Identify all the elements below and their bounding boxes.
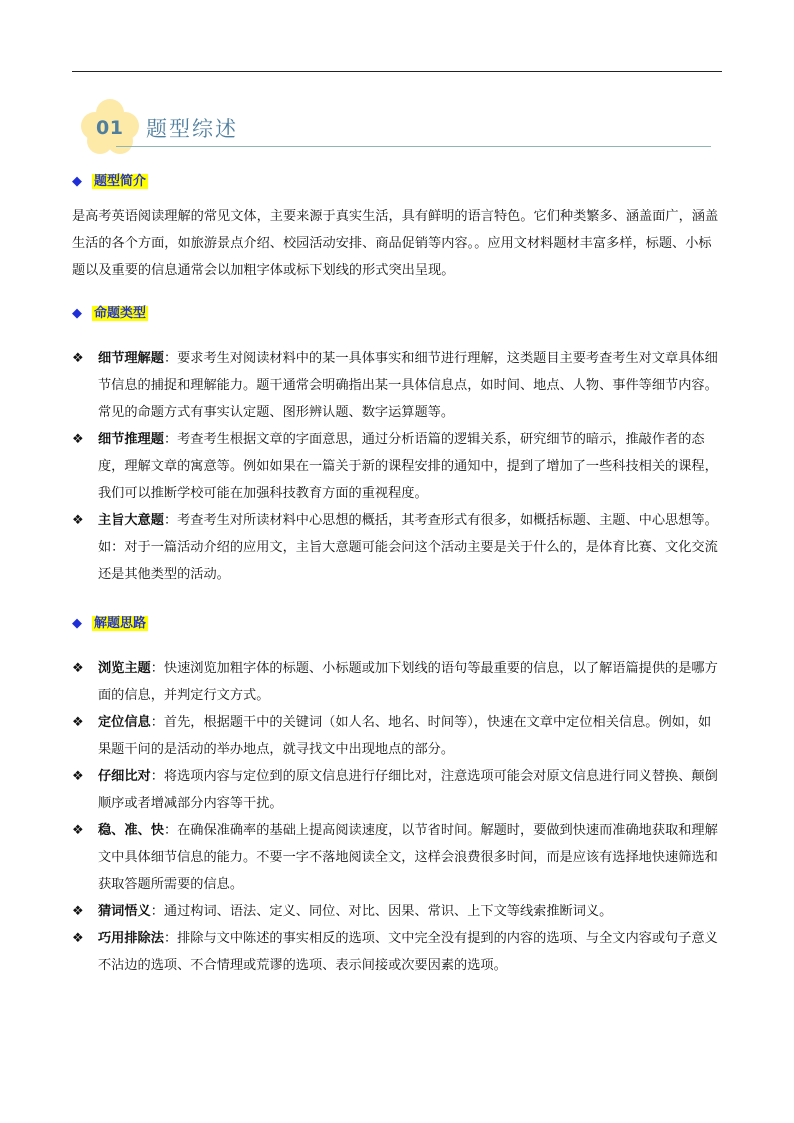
list-item <box>72 925 724 979</box>
strategy-heading-label: 解题思路 <box>94 616 147 631</box>
intro-heading-label: 题型简介 <box>94 174 147 189</box>
bullet-diamond-icon: ❖ <box>72 904 84 919</box>
bullet-diamond-icon: ❖ <box>72 823 84 838</box>
item-text: ：考查考生对所读材料中心思想的概括，其考查形式有很多，如概括标题、主题、中心思想等。如：对于一篇活动介绍的应用文，主旨大意题可能会问这个活动主要是关于什么的，是体育比赛、文化交流还是其他类型的活动。 <box>98 513 718 582</box>
strategy-heading <box>72 614 148 634</box>
item-text: ：要求考生对阅读材料中的某一具体事实和细节进行理解，这类题目主要考查考生对文章具体细节信息的捕捉和理解能力。题干通常会明确指出某一具体信息点，如时间、地点、人物、事件等细节内容。常见的命题方式有事实认定题、图形辨认题、数字运算题等。 <box>98 351 718 420</box>
item-text: ：在确保准确率的基础上提高阅读速度，以节省时间。解题时，要做到快速而准确地获取和理解文中具体细节信息的能力。不要一字不落地阅读全文，这样会浪费很多时间，而是应该有选择地快速筛选和获取答题所需要的信息。 <box>98 823 718 892</box>
section-header <box>80 98 720 156</box>
types-heading <box>72 304 148 324</box>
intro-heading <box>72 172 148 192</box>
item-term: 主旨大意题 <box>98 513 164 528</box>
bullet-diamond-icon: ❖ <box>72 715 84 730</box>
bullet-diamond-icon: ❖ <box>72 661 84 676</box>
section-title: 题型综述 <box>146 117 238 141</box>
item-term: 细节理解题 <box>98 351 164 366</box>
item-term: 稳、准、快 <box>98 823 164 838</box>
list-item <box>72 426 724 507</box>
diamond-icon: ◆ <box>72 174 82 189</box>
item-text: ：首先，根据题干中的关键词（如人名、地名、时间等），快速在文章中定位相关信息。例如，如果题干问的是活动的举办地点，就寻找文中出现地点的部分。 <box>98 715 712 757</box>
bullet-diamond-icon: ❖ <box>72 769 84 784</box>
diamond-icon: ◆ <box>72 306 82 321</box>
item-text: ：考查考生根据文章的字面意思，通过分析语篇的逻辑关系，研究细节的暗示，推敲作者的态度，理解文章的寓意等。例如如果在一篇关于新的课程安排的通知中，提到了增加了一些科技相关的课程，我们可以推断学校可能在加强科技教育方面的重视程度。 <box>98 432 718 501</box>
item-term: 仔细比对 <box>98 769 151 784</box>
strategy-list <box>72 655 724 979</box>
item-text: ：通过构词、语法、定义、同位、对比、因果、常识、上下文等线索推断词义。 <box>150 904 613 919</box>
section-underline <box>116 146 711 147</box>
item-text: ：快速浏览加粗字体的标题、小标题或加下划线的语句等最重要的信息，以了解语篇提供的是哪方面的信息，并判定行文方式。 <box>98 661 718 703</box>
types-heading-label: 命题类型 <box>94 306 147 321</box>
bullet-diamond-icon: ❖ <box>72 432 84 447</box>
item-text: ：排除与文中陈述的事实相反的选项、文中完全没有提到的内容的选项、与全文内容或句子意义不沾边的选项、不合情理或荒谬的选项、表示间接或次要因素的选项。 <box>98 931 718 973</box>
diamond-icon: ◆ <box>72 616 82 631</box>
list-item <box>72 898 724 925</box>
item-text: ：将选项内容与定位到的原文信息进行仔细比对，注意选项可能会对原文信息进行同义替换、颠倒顺序或者增减部分内容等干扰。 <box>98 769 718 811</box>
item-term: 定位信息 <box>98 715 151 730</box>
list-item <box>72 655 724 709</box>
item-term: 细节推理题 <box>98 432 164 447</box>
types-list <box>72 345 724 588</box>
list-item <box>72 817 724 898</box>
item-term: 浏览主题 <box>98 661 151 676</box>
bullet-diamond-icon: ❖ <box>72 351 84 366</box>
list-item <box>72 709 724 763</box>
list-item <box>72 763 724 817</box>
list-item <box>72 507 724 588</box>
item-term: 猜词悟义 <box>98 904 151 919</box>
bullet-diamond-icon: ❖ <box>72 513 84 528</box>
bullet-diamond-icon: ❖ <box>72 931 84 946</box>
item-term: 巧用排除法 <box>98 931 164 946</box>
intro-paragraph: 是高考英语阅读理解的常见文体，主要来源于真实生活，具有鲜明的语言特色。它们种类繁多、涵盖面广，涵盖生活的各个方面，如旅游景点介绍、校园活动安排、商品促销等内容。。应用文材料题材丰富多样，标题、小标题以及重要的信息通常会以加粗字体或标下划线的形式突出呈现。 <box>72 209 719 278</box>
list-item <box>72 345 724 426</box>
section-number: 01 <box>96 117 124 139</box>
page-top-rule <box>72 71 722 72</box>
